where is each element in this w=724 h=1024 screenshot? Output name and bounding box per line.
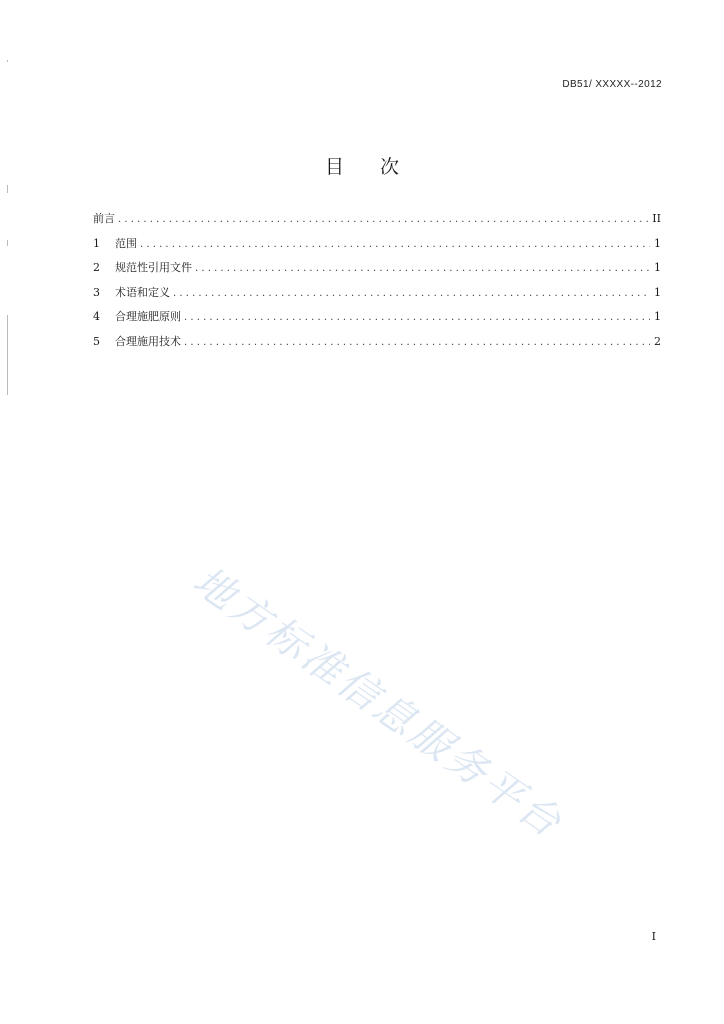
- toc-entry-foreword[interactable]: [93, 210, 661, 235]
- watermark: 地方标准信息服务平台: [184, 557, 572, 848]
- toc-leader-dots: [184, 312, 650, 323]
- document-code: DB51/ XXXXX--2012: [562, 79, 662, 90]
- toc-entry-label: 合理施肥原则: [115, 310, 181, 323]
- table-of-contents: [93, 210, 661, 357]
- toc-entry-fertilization-principles[interactable]: [93, 308, 661, 333]
- toc-leader-dots: [173, 288, 650, 299]
- toc-entry-number: 3: [93, 285, 100, 299]
- toc-entry-number: 1: [93, 236, 100, 250]
- toc-entry-label: 合理施用技术: [115, 334, 181, 348]
- scan-edge-mark: [7, 60, 8, 62]
- toc-entry-label: 前言: [93, 212, 115, 225]
- scan-edge-mark: [7, 185, 8, 193]
- toc-leader-dots: [195, 263, 650, 274]
- toc-leader-dots: [140, 239, 650, 250]
- toc-entry-label: 术语和定义: [115, 285, 170, 299]
- toc-entry-scope[interactable]: [93, 235, 661, 260]
- toc-entry-page: 1: [654, 236, 661, 250]
- toc-leader-dots: [184, 337, 650, 348]
- toc-leader-dots: [118, 214, 649, 225]
- toc-entry-page: II: [652, 212, 661, 225]
- scan-edge-mark: [7, 315, 8, 395]
- toc-entry-page: 1: [654, 261, 661, 274]
- toc-entry-number: 4: [93, 310, 100, 323]
- scan-edge-mark: [7, 240, 8, 246]
- toc-entry-page: 1: [654, 310, 661, 323]
- toc-entry-label: 规范性引用文件: [115, 261, 192, 274]
- toc-entry-number: 5: [93, 334, 100, 348]
- toc-entry-application-techniques[interactable]: [93, 333, 661, 358]
- toc-entry-terms-definitions[interactable]: [93, 284, 661, 309]
- page-title: [0, 152, 724, 179]
- toc-entry-normative-references[interactable]: [93, 259, 661, 284]
- toc-entry-label: 范围: [115, 236, 137, 250]
- title-char-1: 目: [324, 156, 344, 178]
- title-char-2: 次: [380, 156, 400, 178]
- page-number: I: [651, 930, 656, 943]
- toc-entry-number: 2: [93, 261, 100, 274]
- toc-entry-page: 2: [654, 334, 661, 348]
- toc-entry-page: 1: [654, 285, 661, 299]
